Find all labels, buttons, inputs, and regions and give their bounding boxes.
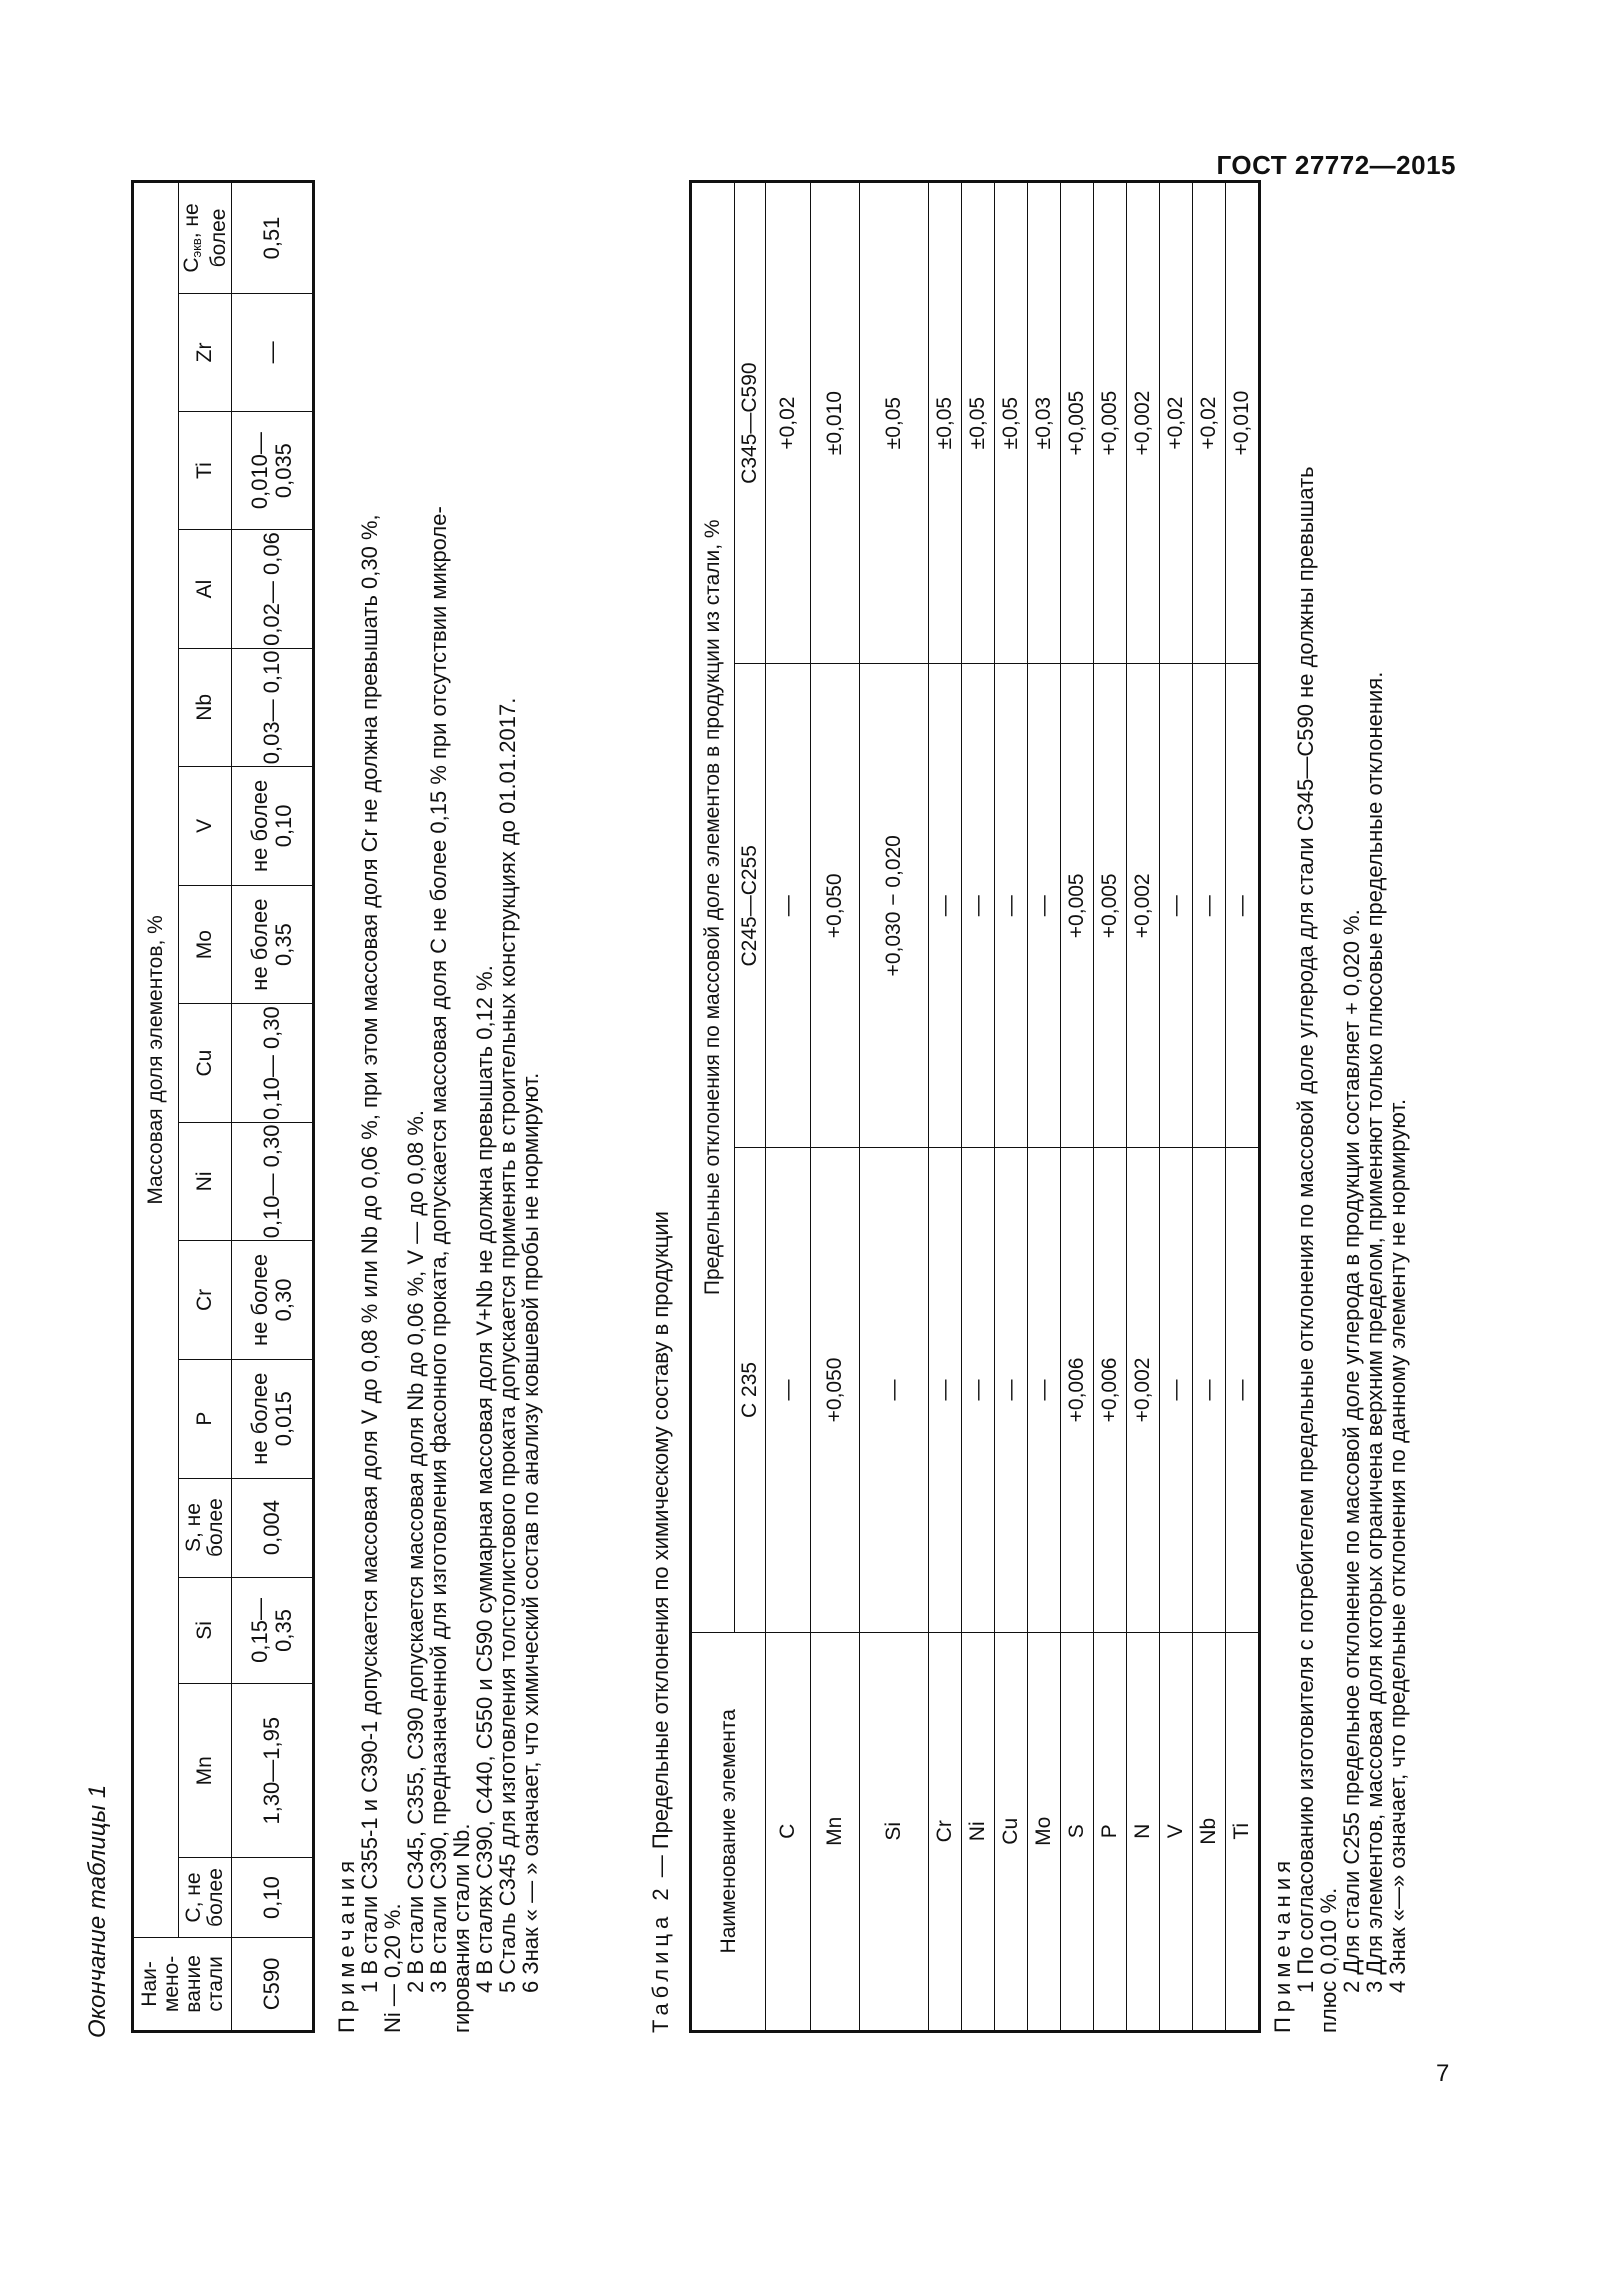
table-cell: +0,010: [1226, 182, 1260, 664]
table-cell: —: [1160, 664, 1193, 1148]
table-cell: +0,050: [811, 664, 860, 1148]
table-cell: +0,050: [811, 1148, 860, 1632]
table-cell: —: [766, 664, 811, 1148]
note-item: Ni — 0,20 %.: [380, 1903, 405, 2033]
note-item: 1 По согласованию изготовителя с потребителем предельные отклонения по массовой доле углерода для стали С345—С590 не должны превышать: [1293, 466, 1318, 1993]
table-cell: +0,030 − 0,020: [860, 664, 929, 1148]
table-cell: ±0,05: [962, 182, 995, 664]
table-cell: N: [1127, 1632, 1160, 2031]
table-cell: —: [1028, 1148, 1061, 1632]
table-cell: —: [860, 1148, 929, 1632]
table-cell: 0,004: [232, 1478, 314, 1577]
table-cell: 0,10— 0,30: [232, 1004, 314, 1122]
col-header: С345—С590: [735, 182, 766, 664]
note-item: гирования стали Nb.: [449, 1823, 474, 2033]
table-cell: +0,002: [1127, 1148, 1160, 1632]
mass-fraction-header: Массовая доля элементов, %: [133, 182, 179, 1938]
element-name-header: Наименование элемента: [691, 1632, 766, 2031]
table-cell: Si: [860, 1632, 929, 2031]
table-cell: —: [962, 1148, 995, 1632]
table-cell: +0,02: [1193, 182, 1226, 664]
note-item: 2 Для стали С255 предельное отклонение по массовой доле углерода в продукции составляет + 0,020 %.: [1339, 909, 1364, 1993]
table-cell: не более 0,10: [232, 767, 314, 886]
deviation-group-header: Предельные отклонения по массовой доле элементов в продукции из стали, %: [691, 182, 735, 1633]
table-cell: ±0,05: [860, 182, 929, 664]
table2-caption-text: — Предельные отклонения по химическому составу в продукции: [648, 1211, 673, 1884]
table-cell: ±0,05: [995, 182, 1028, 664]
col-header: P: [179, 1359, 232, 1478]
col-header: С 235: [735, 1148, 766, 1632]
table-cell: P: [1094, 1632, 1127, 2031]
col-header: С, не более: [179, 1858, 232, 1938]
table-cell: +0,002: [1127, 182, 1160, 664]
table-cell: —: [232, 293, 314, 411]
cekv-label: С: [179, 257, 203, 273]
table-cell: 0,02— 0,06: [232, 530, 314, 648]
table-cell: 0,51: [232, 182, 314, 294]
table-cell: Cr: [929, 1632, 962, 2031]
table-cell: —: [929, 1148, 962, 1632]
note-item: 4 В сталях С390, С440, С550 и С590 суммарная массовая доля V+Nb не должна превышать 0,12 %.: [472, 965, 497, 1993]
table-cell: Mo: [1028, 1632, 1061, 2031]
note-item: 5 Сталь С345 для изготовления толстолистового проката допускается применять в строительных конструкциях до 01.01.2017.: [495, 697, 520, 1993]
note-item: 3 В стали С390, предназначенной для изготовления фасонного проката, допускается массовая доля С не более 0,15 % при отсутствии микроле-: [426, 506, 451, 1993]
col-header: Mo: [179, 885, 232, 1004]
document-header: ГОСТ 27772—2015: [1216, 150, 1456, 180]
table-cell: 0,10: [232, 1858, 314, 1938]
table-cell: не более 0,30: [232, 1241, 314, 1360]
table-cell: 0,010— 0,035: [232, 411, 314, 530]
table1-caption: Окончание таблицы 1: [84, 1784, 111, 2038]
header-line: мено-: [159, 1955, 183, 2013]
table-cell: +0,005: [1061, 664, 1094, 1148]
table1-notes: [335, 183, 542, 2033]
table-cell: +0,005: [1061, 182, 1094, 664]
table-cell: —: [1193, 1148, 1226, 1632]
table-cell: Ni: [962, 1632, 995, 2031]
table-cell: Mn: [811, 1632, 860, 2031]
col-header: Cu: [179, 1004, 232, 1122]
cekv-rest: , не более: [179, 203, 230, 268]
table-cell: не более 0,015: [232, 1359, 314, 1478]
table-cell: Ti: [1226, 1632, 1260, 2031]
table-cell: Cu: [995, 1632, 1028, 2031]
table-cell: +0,006: [1094, 1148, 1127, 1632]
table-cell: —: [766, 1148, 811, 1632]
col-header: Ti: [179, 411, 232, 530]
table-cell: —: [1028, 664, 1061, 1148]
table-cell: +0,005: [1094, 664, 1127, 1148]
note-item: 2 В стали С345, С355, С390 допускается массовая доля Nb до 0,06 %, V — до 0,08 %.: [403, 1109, 428, 1993]
table-cell: +0,006: [1061, 1148, 1094, 1632]
table-cell: —: [1226, 664, 1260, 1148]
table-cell: 0,15— 0,35: [232, 1577, 314, 1684]
note-item: 6 Знак « — » означает, что химический состав по анализу ковшевой пробы не нормируют.: [518, 1072, 543, 1993]
table-cell: —: [962, 664, 995, 1148]
note-item: плюс 0,010 %.: [1316, 1887, 1341, 2033]
table-cell: ±0,05: [929, 182, 962, 664]
table-cell: +0,02: [1160, 182, 1193, 664]
table-cell: C: [766, 1632, 811, 2031]
table-cell: Nb: [1193, 1632, 1226, 2031]
header-line: вание: [181, 1955, 205, 2013]
page-number: 7: [1436, 2060, 1450, 2087]
table2-notes: [1271, 183, 1409, 2033]
table-cell: —: [929, 664, 962, 1148]
table2-caption-label: Таблица 2: [648, 1883, 673, 2033]
note-item: 1 В стали С355-1 и С390-1 допускается массовая доля V до 0,08 % или Nb до 0,06 %, при этом массовая доля Cr не должна превышать 0,30 %,: [357, 514, 382, 1993]
table-cell: V: [1160, 1632, 1193, 2031]
table-cell: С590: [232, 1937, 314, 2031]
col-header: V: [179, 767, 232, 886]
col-header-cekv: [179, 182, 232, 294]
table-cell: 1,30—1,95: [232, 1684, 314, 1858]
steel-name-header: [133, 1937, 232, 2031]
table-cell: 0,10— 0,30: [232, 1122, 314, 1240]
note-item: 4 Знак «—» означает, что предельные отклонения по данному элементу не нормируют.: [1385, 1098, 1410, 1993]
table-cell: —: [995, 1148, 1028, 1632]
table-cell: 0,03— 0,10: [232, 648, 314, 766]
col-header: Nb: [179, 648, 232, 766]
notes-title: Примечания: [1270, 1855, 1295, 2033]
col-header: Ni: [179, 1122, 232, 1240]
table-cell: не более 0,35: [232, 885, 314, 1004]
table-cell: +0,02: [766, 182, 811, 664]
table-cell: +0,005: [1094, 182, 1127, 664]
col-header: С245—С255: [735, 664, 766, 1148]
col-header: Si: [179, 1577, 232, 1684]
table1: [131, 180, 315, 2033]
note-item: 3 Для элементов, массовая доля которых ограничена верхним пределом, применяют только плюсовые предельные отклонения.: [1362, 671, 1387, 1993]
table-cell: —: [1226, 1148, 1260, 1632]
table-cell: S: [1061, 1632, 1094, 2031]
col-header: Al: [179, 530, 232, 648]
table-cell: ±0,03: [1028, 182, 1061, 664]
notes-title: Примечания: [334, 1855, 359, 2033]
table-cell: —: [1160, 1148, 1193, 1632]
col-header: Cr: [179, 1241, 232, 1360]
table-cell: —: [995, 664, 1028, 1148]
cekv-sub: экв: [188, 238, 204, 258]
table-cell: ±0,010: [811, 182, 860, 664]
col-header: Zr: [179, 293, 232, 411]
table2: [689, 180, 1261, 2033]
col-header: S, не более: [179, 1478, 232, 1577]
table2-caption: [648, 1211, 674, 2033]
col-header: Mn: [179, 1684, 232, 1858]
table-cell: —: [1193, 664, 1226, 1148]
table-cell: +0,002: [1127, 664, 1160, 1148]
header-line: стали: [203, 1956, 227, 2012]
header-line: Наи-: [137, 1961, 161, 2007]
